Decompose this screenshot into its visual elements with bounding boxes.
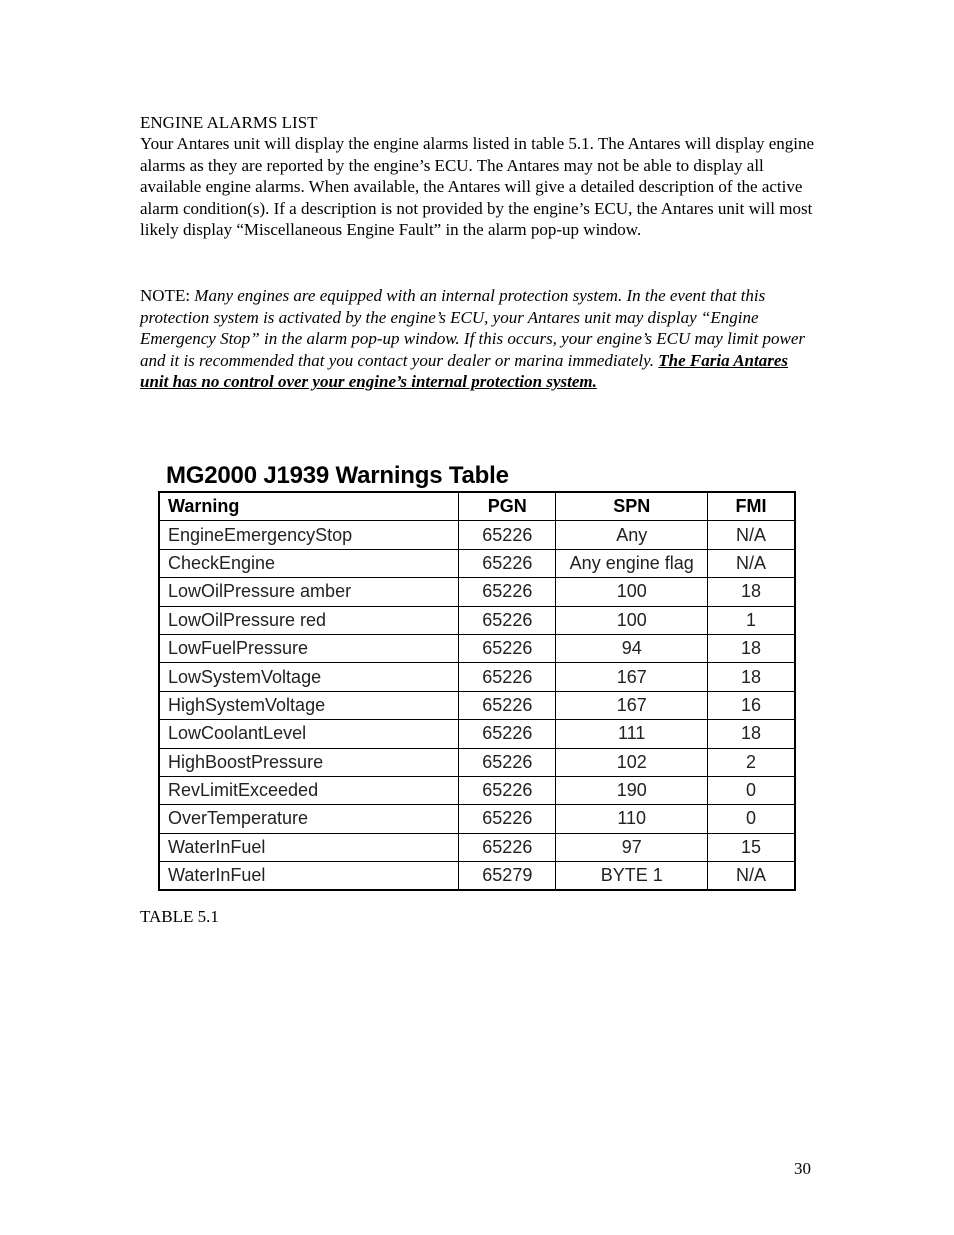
- table-row: [159, 606, 795, 634]
- cell-pgn: 65226: [459, 691, 556, 719]
- cell-pgn: 65226: [459, 748, 556, 776]
- cell-warning: EngineEmergencyStop: [159, 521, 459, 549]
- cell-spn: 167: [556, 691, 708, 719]
- cell-pgn: 65279: [459, 862, 556, 891]
- table-row: [159, 634, 795, 662]
- table-row: [159, 805, 795, 833]
- cell-fmi: 2: [707, 748, 795, 776]
- cell-fmi: 15: [707, 833, 795, 861]
- cell-fmi: 0: [707, 805, 795, 833]
- cell-pgn: 65226: [459, 634, 556, 662]
- cell-warning: LowOilPressure amber: [159, 578, 459, 606]
- intro-paragraph: Your Antares unit will display the engine alarms listed in table 5.1. The Antares will display engine alarms as they are reported by the engine’s ECU. The Antares may not be able to display all available engine alarms. When available, the Antares will give a detailed description of the active alarm condition(s). If a description is not provided by the engine’s ECU, the Antares unit will most likely display “Miscellaneous Engine Fault” in the alarm pop-up window.: [140, 134, 815, 240]
- cell-warning: RevLimitExceeded: [159, 776, 459, 804]
- cell-warning: OverTemperature: [159, 805, 459, 833]
- table-row: [159, 521, 795, 549]
- cell-fmi: N/A: [707, 549, 795, 577]
- cell-pgn: 65226: [459, 606, 556, 634]
- cell-pgn: 65226: [459, 720, 556, 748]
- section-heading: ENGINE ALARMS LIST: [140, 113, 318, 132]
- note-emphasis: The Faria Antares unit has no control over your engine’s internal protection system.: [140, 350, 788, 392]
- table-row: [159, 748, 795, 776]
- note-paragraph: [140, 285, 820, 393]
- cell-spn: 190: [556, 776, 708, 804]
- cell-warning: LowFuelPressure: [159, 634, 459, 662]
- cell-fmi: 18: [707, 663, 795, 691]
- table-body: [159, 521, 795, 891]
- table-row: [159, 776, 795, 804]
- table-row: [159, 663, 795, 691]
- cell-warning: LowSystemVoltage: [159, 663, 459, 691]
- cell-warning: LowCoolantLevel: [159, 720, 459, 748]
- cell-warning: LowOilPressure red: [159, 606, 459, 634]
- cell-pgn: 65226: [459, 805, 556, 833]
- cell-spn: Any: [556, 521, 708, 549]
- cell-spn: 110: [556, 805, 708, 833]
- table-row: [159, 549, 795, 577]
- table-header-row: [159, 492, 795, 521]
- cell-pgn: 65226: [459, 776, 556, 804]
- cell-spn: BYTE 1: [556, 862, 708, 891]
- header-pgn: PGN: [459, 492, 556, 521]
- cell-warning: CheckEngine: [159, 549, 459, 577]
- cell-warning: WaterInFuel: [159, 833, 459, 861]
- cell-spn: 102: [556, 748, 708, 776]
- header-fmi: FMI: [707, 492, 795, 521]
- cell-pgn: 65226: [459, 833, 556, 861]
- cell-fmi: 0: [707, 776, 795, 804]
- table-caption: TABLE 5.1: [140, 907, 219, 926]
- table-row: [159, 720, 795, 748]
- cell-fmi: 1: [707, 606, 795, 634]
- table-row: [159, 691, 795, 719]
- cell-fmi: 18: [707, 720, 795, 748]
- cell-warning: HighSystemVoltage: [159, 691, 459, 719]
- cell-spn: 97: [556, 833, 708, 861]
- cell-fmi: N/A: [707, 521, 795, 549]
- cell-spn: 100: [556, 578, 708, 606]
- cell-fmi: 16: [707, 691, 795, 719]
- cell-warning: WaterInFuel: [159, 862, 459, 891]
- cell-pgn: 65226: [459, 521, 556, 549]
- cell-spn: 94: [556, 634, 708, 662]
- cell-pgn: 65226: [459, 663, 556, 691]
- header-warning: Warning: [159, 492, 459, 521]
- warnings-table: [158, 491, 796, 891]
- cell-fmi: 18: [707, 578, 795, 606]
- cell-spn: Any engine flag: [556, 549, 708, 577]
- table-title: MG2000 J1939 Warnings Table: [166, 462, 509, 489]
- cell-fmi: N/A: [707, 862, 795, 891]
- cell-spn: 111: [556, 720, 708, 748]
- cell-warning: HighBoostPressure: [159, 748, 459, 776]
- table-row: [159, 862, 795, 891]
- cell-fmi: 18: [707, 634, 795, 662]
- note-italic-text: Many engines are equipped with an internal protection system. In the event that this protection system is activated by the engine’s ECU, your Antares unit may display “Engine Emergency Stop” in the alarm pop-up window. If this occurs, your engine’s ECU may limit power and it is recommended that you contact your dealer or marina immediately.: [140, 286, 805, 370]
- table-row: [159, 578, 795, 606]
- cell-pgn: 65226: [459, 578, 556, 606]
- cell-spn: 100: [556, 606, 708, 634]
- page-number: 30: [794, 1159, 811, 1178]
- cell-spn: 167: [556, 663, 708, 691]
- table-row: [159, 833, 795, 861]
- cell-pgn: 65226: [459, 549, 556, 577]
- note-label: NOTE:: [140, 286, 195, 305]
- header-spn: SPN: [556, 492, 708, 521]
